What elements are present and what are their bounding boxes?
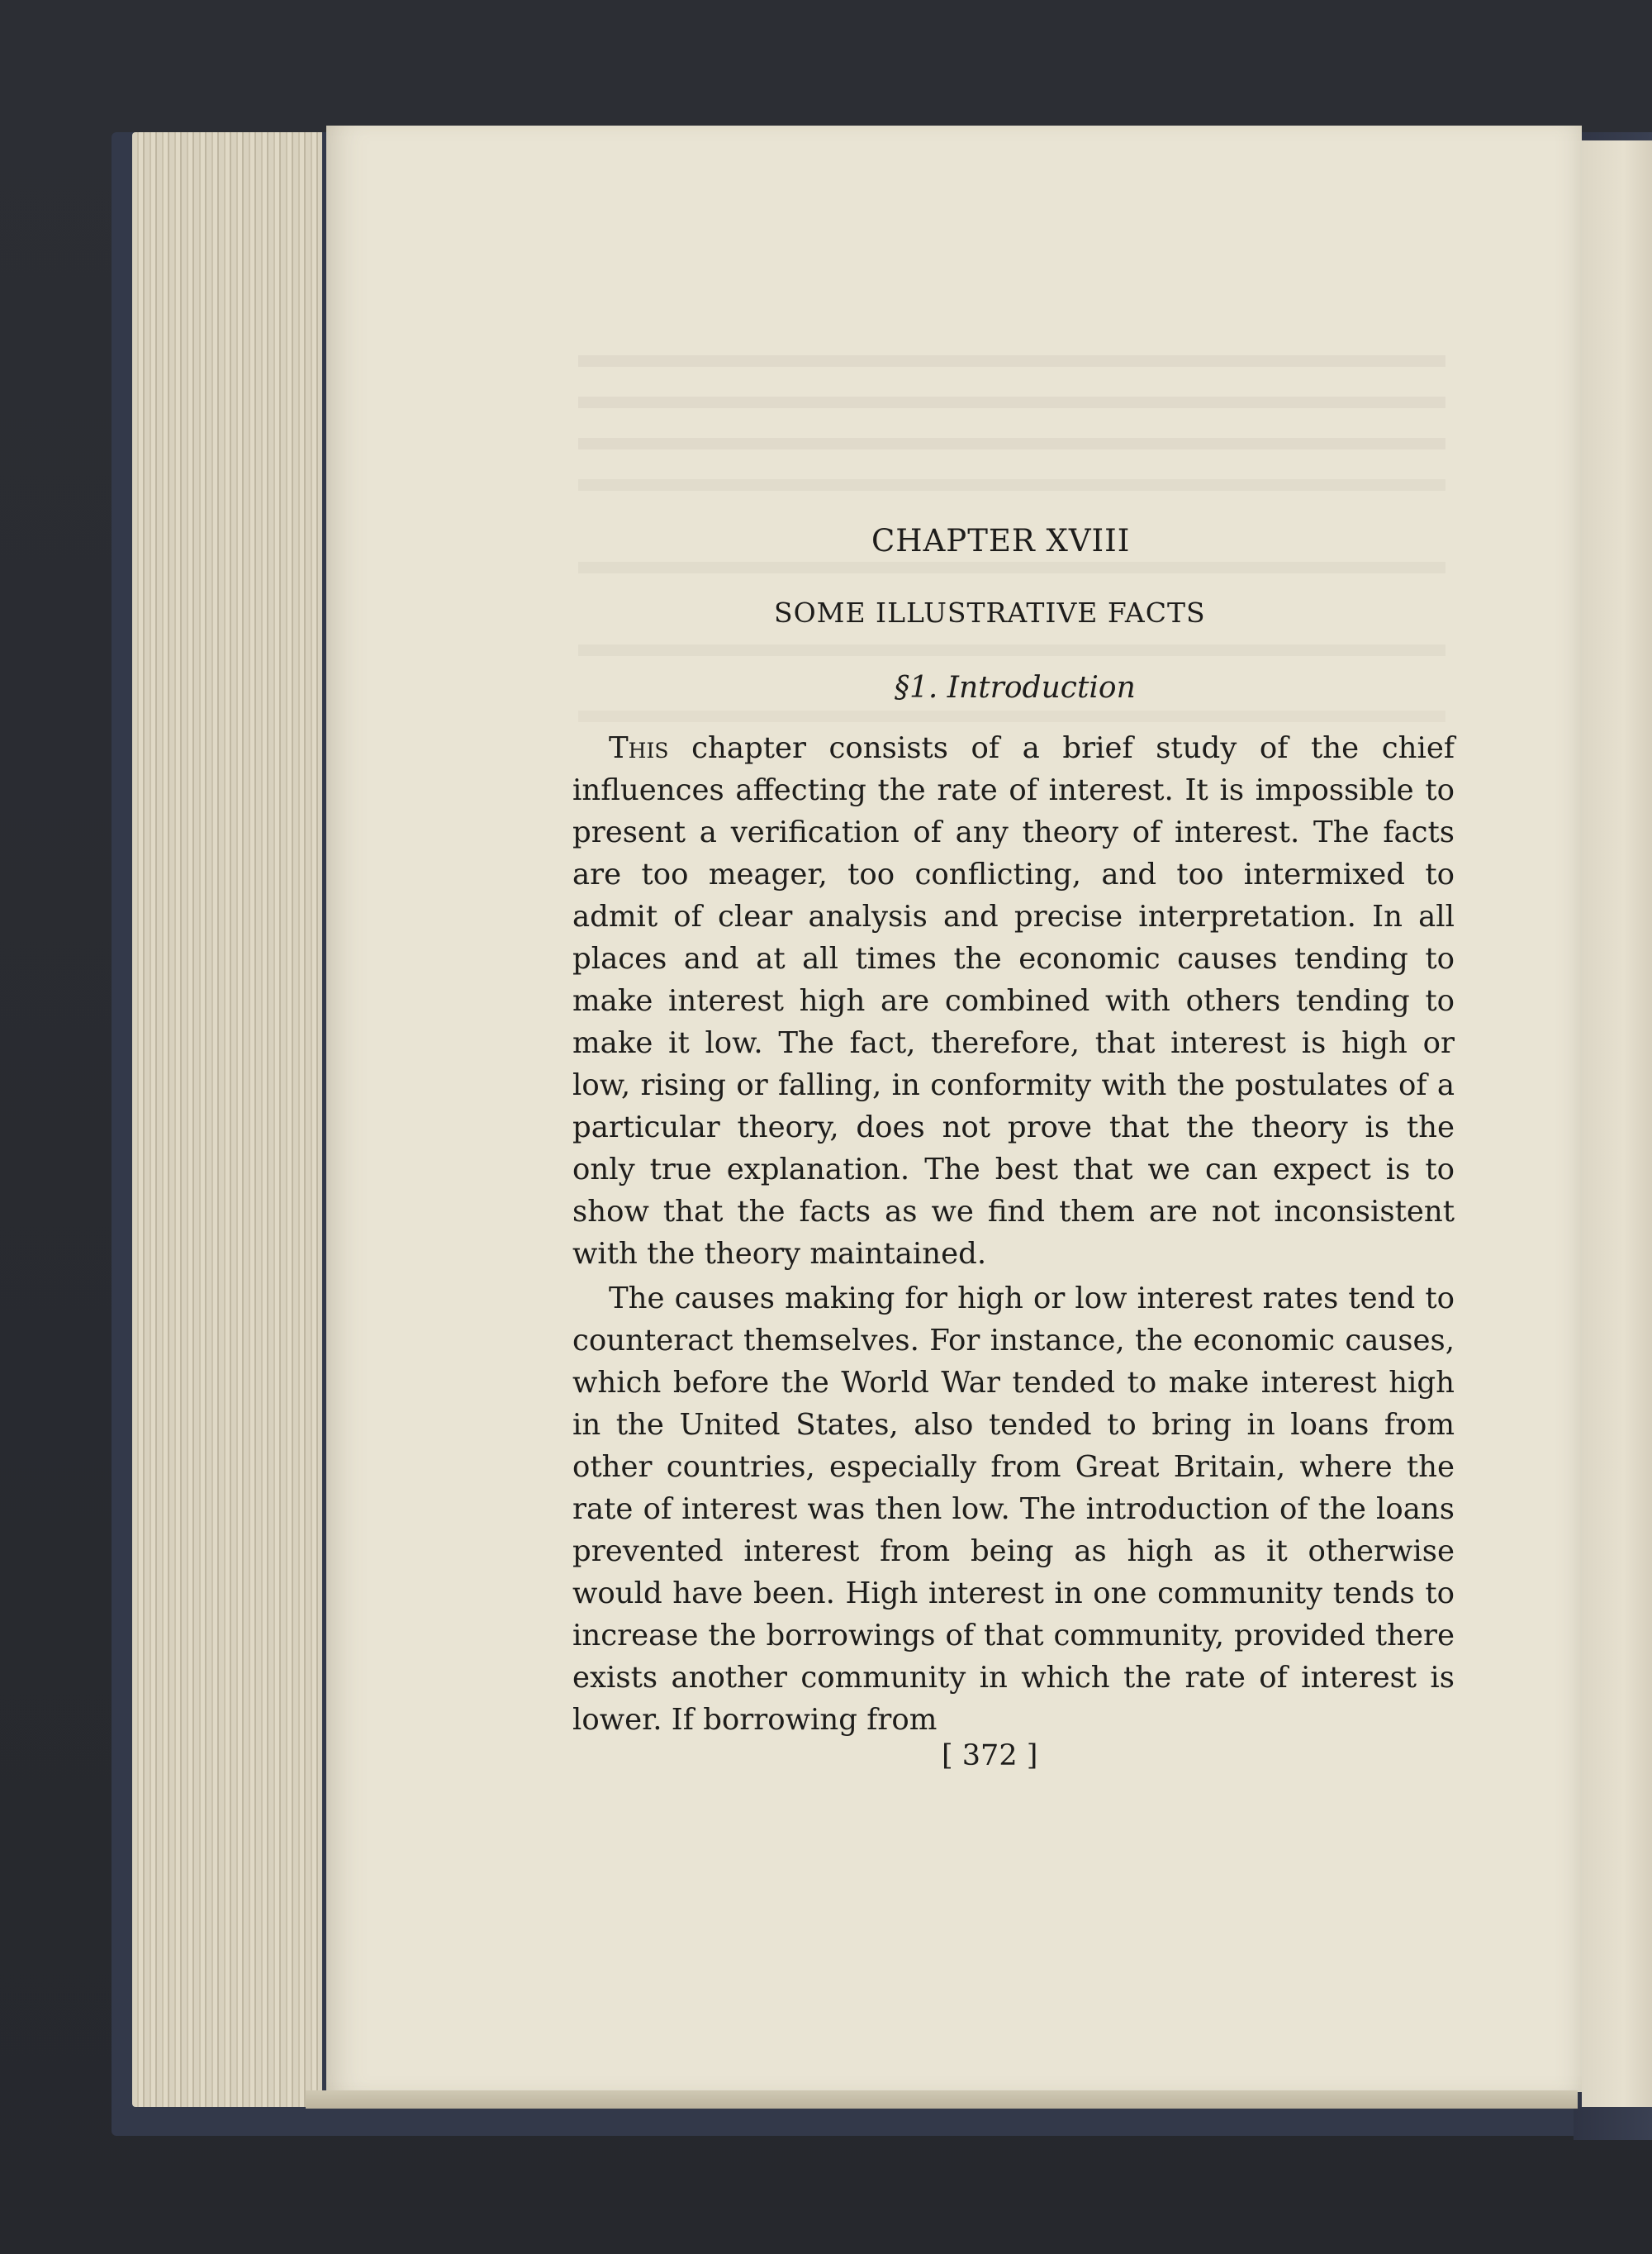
facing-page-edge	[1582, 140, 1652, 2107]
paragraph-text: chapter consists of a brief study of the chief influences affecting the rate of interest. It is impossible to present a verification of any theory of interest. The facts are too meager, too conflicting, and too intermixed to admit of clear analysis and precise interpretation. In all places and at all times the economic causes tending to make interest high are combined with others tending to make it low. The fact, therefore, that interest is high or low, rising or falling, in conformity with the postulates of a particular theory, does not prove that the theory is the only true explanation. The best that we can expect is to show that the facts as we find them are not inconsistent with the theory maintained.	[572, 731, 1455, 1271]
chapter-subtitle: SOME ILLUSTRATIVE FACTS	[774, 597, 1206, 629]
page-number: [ 372 ]	[942, 1739, 1038, 1772]
section-heading: §1. Introduction	[895, 671, 1136, 705]
paragraph	[572, 1277, 1455, 1741]
paragraph	[572, 727, 1455, 1275]
paragraph-text: The causes making for high or low interest rates tend to counteract themselves. For instance, the economic causes, which before the World War tended to make interest high in the United States, also tended to bring in loans from other countries, especially from Great Britain, where the rate of interest was then low. The introduction of the loans prevented interest from being as high as it otherwise would have been. High interest in one community tends to increase the borrowings of that community, provided there exists another community in which the rate of interest is lower. If borrowing from	[572, 1282, 1455, 1737]
page-block-edges	[132, 132, 322, 2107]
paragraph-lead-word: This	[609, 731, 669, 765]
page-bottom-edge	[306, 2090, 1578, 2109]
chapter-title: CHAPTER XVIII	[871, 523, 1131, 559]
body-text	[572, 727, 1455, 1741]
